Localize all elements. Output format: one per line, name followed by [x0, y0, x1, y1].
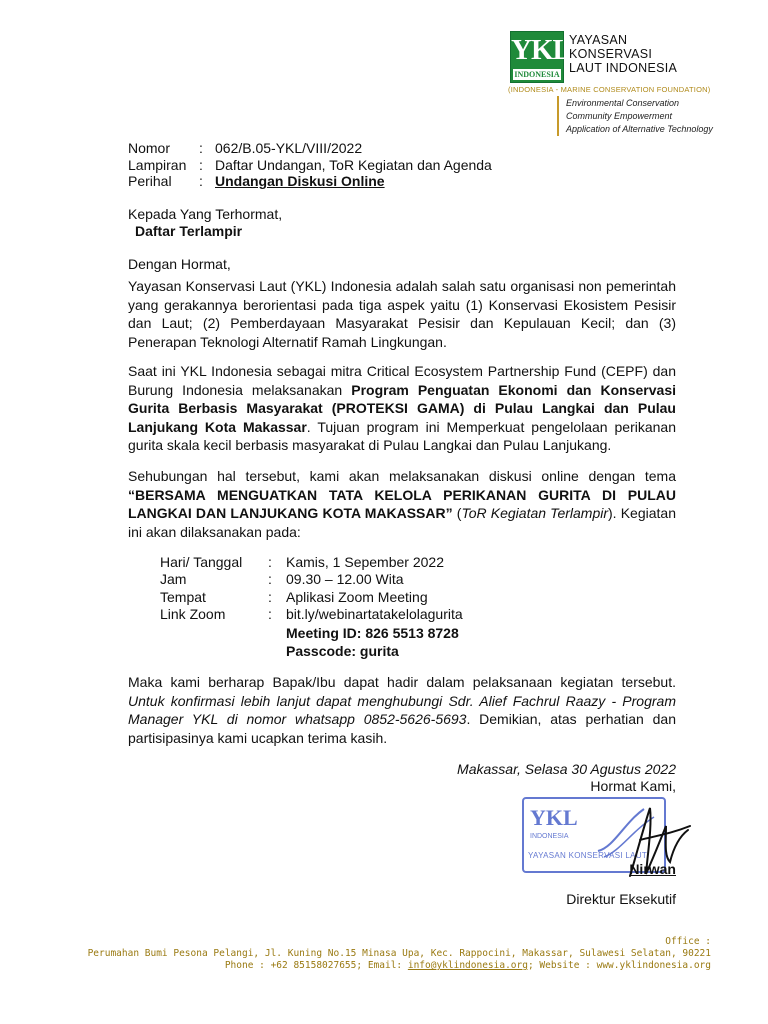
paragraph-2-goal: . Tujuan program ini Memperkuat pengelolaan perikanan gurita skala kecil berbasis masyarakat di Pulau Langkai dan Pulau Lanjukang. [128, 418, 676, 453]
paragraph-4-end: . Demikian, atas perhatian dan partisipasinya kami ucapkan terima kasih. [128, 711, 676, 746]
hari-label: Hari/ Tanggal [160, 554, 243, 570]
nomor-value: 062/B.05-YKL/VIII/2022 [215, 140, 363, 156]
discussion-theme: “BERSAMA MENGUATKAN TATA KELOLA PERIKANAN GURITA DI PULAU LANGKAI DAN LANJUKANG KOTA MAKASSAR” [128, 486, 676, 521]
footer-contact [225, 960, 711, 972]
tor-reference: ToR Kegiatan Terlampir [461, 505, 609, 521]
paragraph-3-intro: Sehubungan hal tersebut, kami akan melaksanakan diskusi online dengan tema [128, 468, 676, 484]
footer-email-link[interactable]: info@yklindonesia.org [407, 960, 528, 971]
org-name-line2: KONSERVASI [569, 47, 653, 61]
stamp-sub: INDONESIA [530, 833, 569, 840]
hari-value: Kamis, 1 Sepember 2022 [286, 554, 444, 570]
lampiran-value: Daftar Undangan, ToR Kegiatan dan Agenda [215, 157, 492, 173]
recipient-name: Daftar Terlampir [135, 223, 243, 239]
contact-info: Untuk konfirmasi lebih lanjut dapat menghubungi Sdr. Alief Fachrul Raazy - Program Manager YKL di nomor whatsapp 0852-5626-5693 [128, 692, 676, 727]
org-name-line1: YAYASAN [569, 33, 628, 47]
zoom-link[interactable]: bit.ly/webinartatakelolagurita [286, 606, 463, 622]
footer-address: Perumahan Bumi Pesona Pelangi, Jl. Kuning No.15 Minasa Upa, Kec. Rappocini, Makassar, Sulawesi Selatan, 90221 [87, 948, 711, 959]
perihal-label: Perihal [128, 173, 172, 189]
paragraph-2 [128, 362, 676, 455]
link-label: Link Zoom [160, 606, 226, 622]
paragraph-4-intro: Maka kami berharap Bapak/Ibu dapat hadir dalam pelaksanaan kegiatan tersebut. [128, 674, 676, 690]
foundation-subtitle: (INDONESIA - MARINE CONSERVATION FOUNDATION) [508, 85, 711, 94]
tagline-3: Application of Alternative Technology [566, 124, 713, 134]
footer-office-label: Office : [665, 936, 711, 947]
hari-colon: : [268, 554, 272, 570]
tagline-2: Community Empowerment [566, 111, 673, 121]
stamp-logo: YKL [530, 805, 578, 830]
regards: Hormat Kami, [590, 778, 676, 794]
perihal-colon: : [199, 173, 203, 189]
taglines [566, 97, 713, 136]
link-colon: : [268, 606, 272, 622]
jam-value: 09.30 – 12.00 Wita [286, 571, 404, 587]
place-date: Makassar, Selasa 30 Agustus 2022 [457, 761, 676, 777]
org-name-line3: LAUT INDONESIA [569, 61, 678, 75]
salutation: Dengan Hormat, [128, 256, 231, 272]
meeting-id: Meeting ID: 826 5513 8728 [286, 625, 459, 641]
paragraph-1: Yayasan Konservasi Laut (YKL) Indonesia adalah salah satu organisasi non pemerintah yang gerakannya berorientasi pada tiga aspek yaitu (1) Konservasi Ekosistem Pesisir dan Laut; (2) Pemberdayaan Masyarakat Pesisir dan Kepulauan Kecil; dan (3) Penerapan Teknologi Alternatif Ramah Lingkungan. [128, 278, 676, 350]
recipient-greeting: Kepada Yang Terhormat, [128, 206, 283, 222]
perihal-value: Undangan Diskusi Online [215, 173, 385, 189]
paragraph-3 [128, 467, 676, 541]
signatory-name: Nirwan [629, 861, 676, 877]
paragraph-2-intro: Saat ini YKL Indonesia sebagai mitra Critical Ecosystem Partnership Fund (CEPF) dan Burung Indonesia melaksanakan [128, 363, 676, 398]
ykl-logo [510, 31, 571, 83]
jam-label: Jam [160, 571, 187, 587]
tempat-colon: : [268, 589, 272, 605]
logo-subtext: INDONESIA [514, 70, 560, 79]
paragraph-4 [128, 673, 676, 747]
lampiran-colon: : [199, 157, 203, 173]
nomor-label: Nomor [128, 140, 171, 156]
tempat-label: Tempat [160, 589, 206, 605]
paragraph-3-end: ). Kegiatan ini akan dilaksanakan pada: [128, 505, 676, 540]
logo-text: YKL [511, 34, 571, 66]
footer-website: ; Website : www.yklindonesia.org [527, 960, 711, 971]
tempat-value: Aplikasi Zoom Meeting [286, 589, 428, 605]
nomor-colon: : [199, 140, 203, 156]
tagline-divider [557, 96, 559, 136]
organization-name [569, 33, 677, 75]
paragraph-3-paren: ( [452, 505, 462, 521]
footer-phone: Phone : +62 85158027655; Email: [224, 960, 408, 971]
tagline-1: Environmental Conservation [566, 98, 680, 108]
lampiran-label: Lampiran [128, 157, 187, 173]
jam-colon: : [268, 571, 272, 587]
stamp-bottom-text: YAYASAN KONSERVASI LAUT [528, 851, 648, 860]
passcode: Passcode: gurita [286, 643, 399, 659]
program-name: Program Penguatan Ekonomi dan Konservasi Gurita Berbasis Masyarakat (PROTEKSI GAMA) di Pulau Langkai dan Pulau Lanjukang Kota Makassar [128, 381, 676, 435]
signatory-position: Direktur Eksekutif [566, 891, 676, 907]
